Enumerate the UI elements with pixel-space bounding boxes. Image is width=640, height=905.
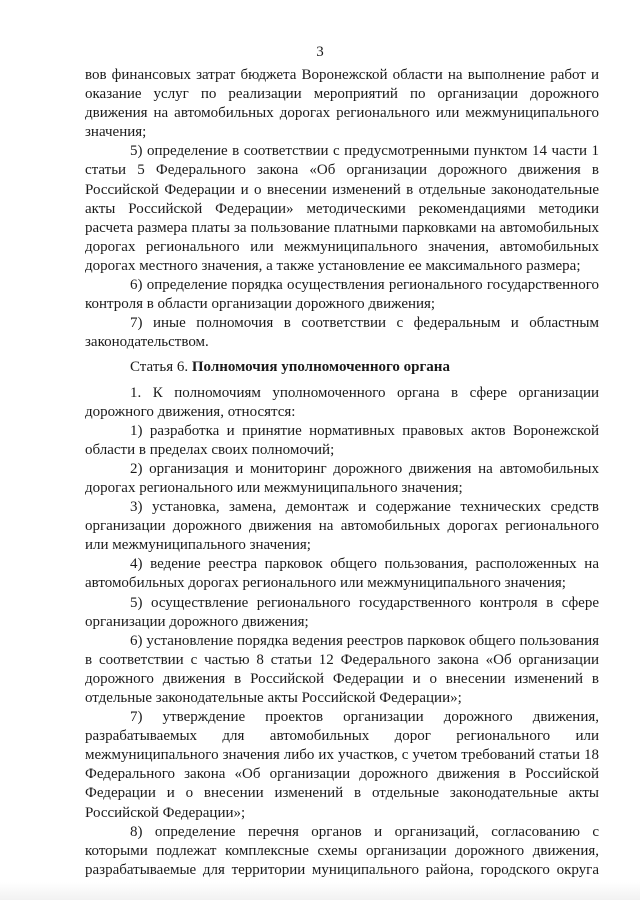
paragraph-item-5: 5) определение в соответствии с предусмотренными пунктом 14 части 1 статьи 5 Федерального закона «Об организации дорожного движения в Российской Федерации и о внесении изменений в отдельные законодательные акты Российской Федерации» методическими рекомендациями методики расчета размера платы за пользование платными парковками на автомобильных дорогах регионального или межмуниципального значения, автомобильных дорогах местного значения, а также установление ее максимального размера; — [85, 143, 599, 274]
article-heading — [85, 358, 599, 377]
article-paragraph-item-6: 6) установление порядка ведения реестров парковок общего пользования в соответствии с частью 8 статьи 12 Федерального закона «Об организации дорожного движения в Российской Федерации и о внесении изменений в отдельные законодательные акты Российской Федерации»; — [85, 632, 599, 706]
paragraph-item-7: 7) иные полномочия в соответствии с федеральным и областным законодательством. — [85, 315, 599, 351]
paragraph-item-6: 6) определение порядка осуществления регионального государственного контроля в области организации дорожного движения; — [85, 277, 599, 313]
article-paragraph-item-2: 2) организация и мониторинг дорожного движения на автомобильных дорогах регионального или межмуниципального значения; — [85, 460, 599, 496]
article-paragraph-item-1: 1) разработка и принятие нормативных правовых актов Воронежской области в пределах своих полномочий; — [85, 422, 599, 458]
article-paragraph-intro: 1. К полномочиям уполномоченного органа в сфере организации дорожного движения, относятся: — [85, 384, 599, 420]
paragraph-continuation: вов финансовых затрат бюджета Воронежской области на выполнение работ и оказание услуг по реализации мероприятий по организации дорожного движения на автомобильных дорогах регионального или межмуниципального значения; — [85, 67, 599, 141]
article-paragraph-item-8: 8) определение перечня органов и организаций, согласованию с которыми подлежат комплексные схемы организации дорожного движения, разрабатываемые для территории муниципального района, городского округа — [85, 823, 599, 878]
page-bottom-edge — [0, 882, 640, 900]
article-prefix: Статья 6. — [130, 359, 189, 376]
article-paragraph-item-7: 7) утверждение проектов организации дорожного движения, разрабатываемых для автомобильных дорог регионального или межмуниципального значения либо их участков, с учетом требований статьи 18 Федерального закона «Об организации дорожного движения в Российской Федерации и о внесении изменений в отдельные законодательные акты Российской Федерации»; — [85, 709, 599, 821]
article-paragraph-item-5: 5) осуществление регионального государственного контроля в сфере организации дорожного движения; — [85, 594, 599, 630]
document-body — [85, 66, 599, 899]
page-number: 3 — [316, 44, 324, 60]
article-title: Полномочия уполномоченного органа — [191, 359, 450, 376]
article-paragraph-item-3: 3) установка, замена, демонтаж и содержание технических средств организации дорожного движения на автомобильных дорогах регионального или межмуниципального значения; — [85, 499, 599, 554]
article-paragraph-item-4: 4) ведение реестра парковок общего пользования, расположенных на автомобильных дорогах регионального или межмуниципального значения; — [85, 556, 599, 592]
